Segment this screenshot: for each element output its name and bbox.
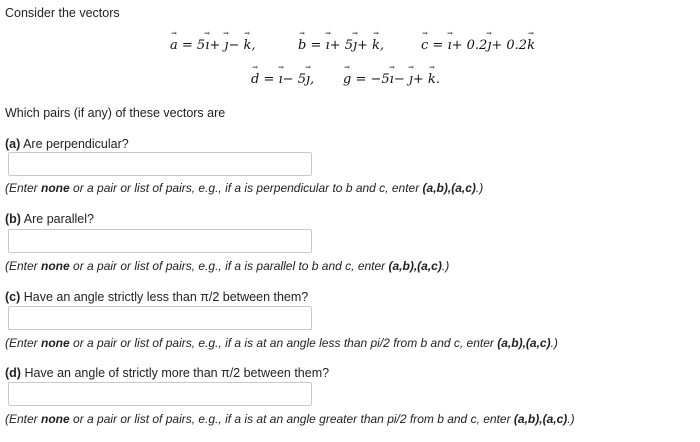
part-b-hint: (Enter none or a pair or list of pairs, e.g., if a is parallel to b and c, enter (a,b),(a,c).)	[5, 259, 450, 273]
part-a-prompt	[5, 137, 129, 151]
part-d-label: (d)	[5, 366, 21, 380]
part-c-text: Have an angle strictly less than π/2 between them?	[23, 290, 309, 304]
vector-b: b → = ı →+ 5ȷ →+ k →,	[298, 38, 384, 53]
vector-a: a → = 5ı →+ ȷ →− k →,	[170, 38, 256, 53]
part-b-text: Are parallel?	[23, 212, 94, 226]
part-a-text: Are perpendicular?	[23, 137, 129, 151]
vector-d: d → = ı →− 5ȷ →,	[251, 72, 314, 87]
part-d-hint: (Enter none or a pair or list of pairs, e.g., if a is at an angle greater than pi/2 from b and c, enter (a,b),(a,c).)	[5, 412, 575, 426]
part-b-prompt	[5, 212, 94, 226]
part-a-label: (a)	[5, 137, 21, 151]
part-a-answer-input[interactable]	[8, 152, 312, 176]
part-d-text: Have an angle of strictly more than π/2 between them?	[24, 366, 330, 380]
part-c-prompt	[5, 290, 308, 304]
vector-g: g → = −5ı →− ȷ →+ k →.	[343, 72, 440, 87]
part-b-label: (b)	[5, 212, 21, 226]
part-d-prompt	[5, 366, 329, 380]
part-c-answer-input[interactable]	[8, 306, 312, 330]
part-a-hint: (Enter none or a pair or list of pairs, e.g., if a is perpendicular to b and c, enter (a,b),(a,c).)	[5, 181, 484, 195]
intro-text: Consider the vectors	[5, 6, 120, 20]
vector-c: c → = ı →+ 0.2ȷ →+ 0.2k →	[421, 38, 535, 53]
part-b-answer-input[interactable]	[8, 229, 312, 253]
part-d-answer-input[interactable]	[8, 382, 312, 406]
question-text: Which pairs (if any) of these vectors are	[5, 106, 226, 120]
part-c-label: (c)	[5, 290, 21, 304]
part-c-hint: (Enter none or a pair or list of pairs, e.g., if a is at an angle less than pi/2 from b and c, enter (a,b),(a,c).)	[5, 336, 558, 350]
